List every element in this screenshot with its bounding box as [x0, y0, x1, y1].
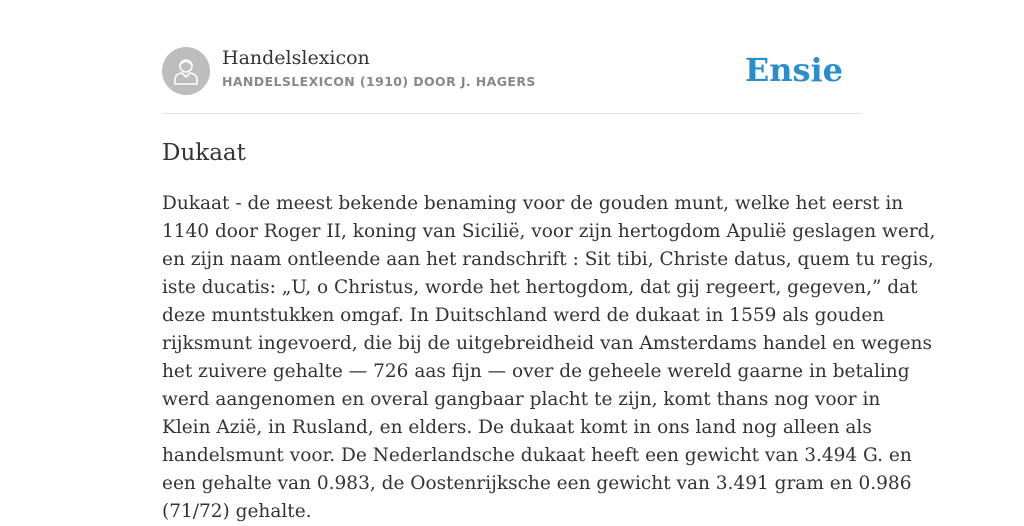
entry-body — [162, 190, 936, 526]
source-header — [162, 46, 862, 96]
entry-body-line: iste ducatis: „U, o Christus, worde het hertogdom, dat gij regeert, gegeven,” dat — [162, 277, 918, 298]
entry-body-line: (71/72) gehalte. — [162, 501, 312, 522]
entry-body-line: en zijn naam ontleende aan het randschrift : Sit tibi, Christe datus, quem tu regis, — [162, 249, 934, 270]
entry-body-line: 1140 door Roger II, koning van Sicilië, voor zijn hertogdom Apulië geslagen werd, — [162, 221, 936, 242]
entry-body-line: deze muntstukken omgaf. In Duitschland werd de dukaat in 1559 als gouden — [162, 305, 885, 326]
entry-body-line: een gehalte van 0.983, de Oostenrijksche een gewicht van 3.491 gram en 0.986 — [162, 473, 912, 494]
header-divider — [162, 113, 862, 114]
source-title[interactable]: Handelslexicon — [222, 47, 370, 69]
entry-body-line: rijksmunt ingevoerd, die bij de uitgebreidheid van Amsterdams handel en wegens — [162, 333, 932, 354]
entry-body-line: werd aangenomen en overal gangbaar placht te zijn, komt thans nog voor in — [162, 389, 881, 410]
user-icon — [172, 56, 200, 86]
ensie-logo[interactable]: Ensie — [744, 51, 843, 89]
entry-body-line: het zuivere gehalte — 726 aas fijn — over de geheele wereld gaarne in betaling — [162, 361, 910, 382]
entry-body-line: handelsmunt voor. De Nederlandsche dukaat heeft een gewicht van 3.494 G. en — [162, 445, 912, 466]
entry-body-line: Dukaat - de meest bekende benaming voor de gouden munt, welke het eerst in — [162, 193, 904, 214]
avatar[interactable] — [162, 47, 210, 95]
entry-body-line: Klein Azië, in Rusland, en elders. De dukaat komt in ons land nog alleen als — [162, 417, 872, 438]
entry-title: Dukaat — [162, 140, 246, 166]
source-subtitle[interactable]: HANDELSLEXICON (1910) DOOR J. HAGERS — [222, 74, 536, 89]
